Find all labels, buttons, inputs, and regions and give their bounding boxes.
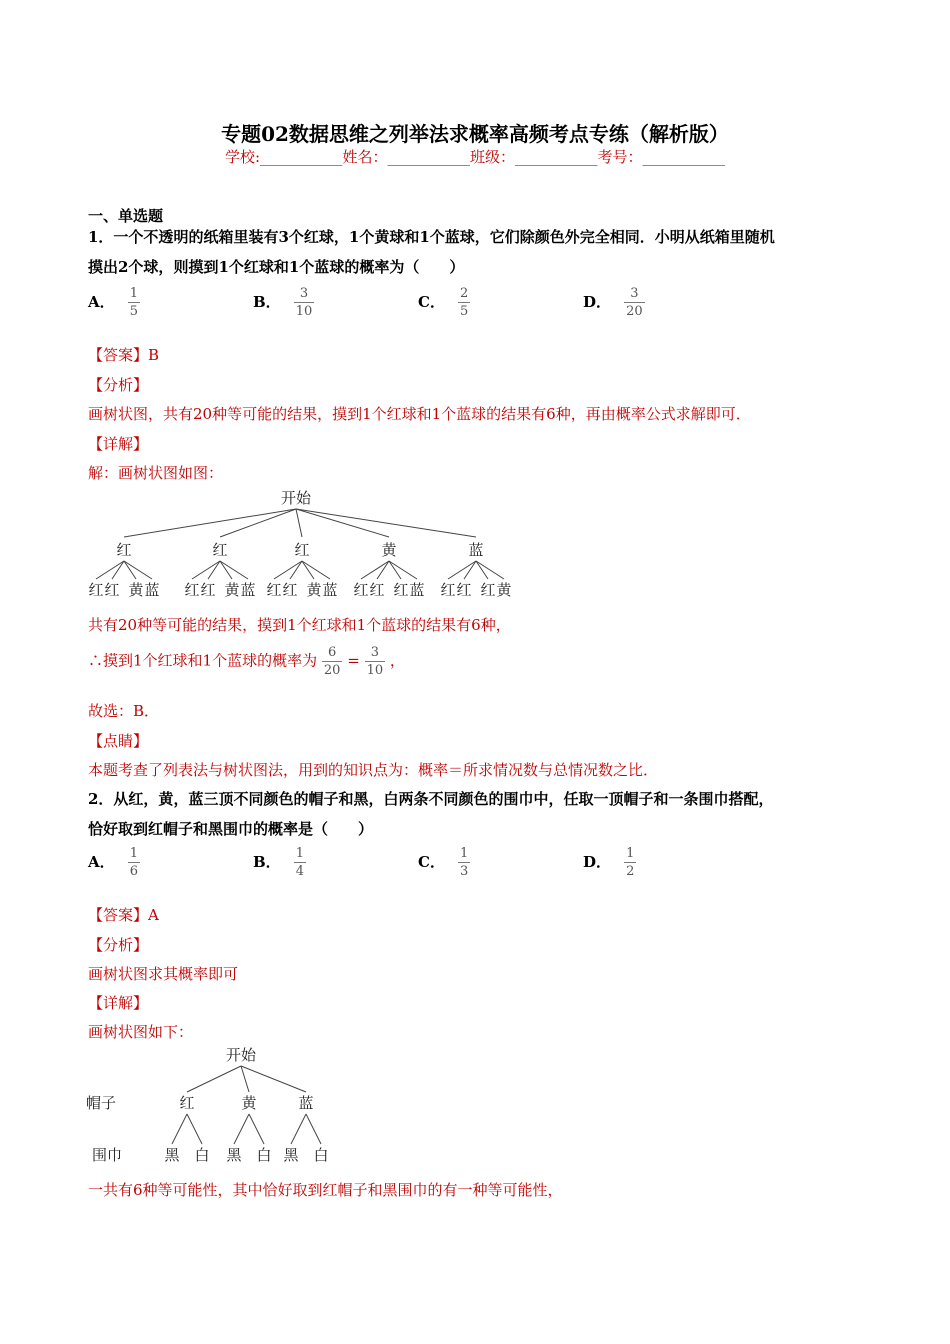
- tree-leaf: 白: [194, 1146, 210, 1164]
- tree-leaf: 红: [440, 581, 456, 599]
- tree-branch: [291, 1114, 306, 1144]
- tree-branch: [274, 561, 302, 579]
- tree-root: 开始: [280, 489, 312, 507]
- tree-leaf: 红: [104, 581, 120, 599]
- tree-branch: [476, 561, 504, 579]
- option-label: C．: [418, 293, 445, 311]
- scarf-row-label: 围巾: [92, 1146, 123, 1164]
- tree-leaf: 蓝: [144, 581, 160, 599]
- tree-leaf: 白: [313, 1146, 329, 1164]
- option-label: A．: [88, 293, 115, 311]
- tree-branch: [234, 1114, 249, 1144]
- q1-tree-diagram: [80, 485, 540, 605]
- q2-stem-line2: 恰好取到红帽子和黑围巾的概率是（ ）: [88, 820, 374, 838]
- q2-option-c: [418, 846, 470, 879]
- fraction: $\frac{1}{6}$: [129, 846, 139, 879]
- fraction: $\frac{3}{10}$: [295, 286, 313, 319]
- q2-tree-diagram: [80, 1042, 360, 1172]
- tree-leaf: 黄: [496, 581, 512, 599]
- tree-branch: [124, 509, 296, 537]
- fraction: $\frac{1}{5}$: [129, 286, 139, 319]
- q2-option-b: [253, 846, 306, 879]
- tree-branch: [448, 561, 476, 579]
- section-heading: 一、单选题: [88, 207, 164, 225]
- q1-option-d: [583, 286, 645, 319]
- tree-leaf: 红: [393, 581, 409, 599]
- tree-branch: [192, 561, 220, 579]
- q1-stem-line2: 摸出2个球，则摸到1个红球和1个蓝球的概率为（ ）: [88, 258, 465, 276]
- tree-branch: [476, 561, 488, 579]
- tree-leaf: 红: [200, 581, 216, 599]
- tree-leaf: 黑: [226, 1146, 242, 1164]
- tree-branch: [187, 1114, 202, 1144]
- fraction: $\frac{3}{10}$: [366, 645, 384, 678]
- fraction: $\frac{1}{3}$: [460, 846, 469, 879]
- q2-detail-intro: 画树状图如下：: [88, 1023, 194, 1041]
- option-label: C．: [418, 853, 445, 871]
- tree-branch: [187, 1066, 241, 1092]
- tree-branch: [208, 561, 220, 579]
- q1-option-a: [88, 286, 140, 319]
- tree-branch: [220, 561, 232, 579]
- option-label: D．: [583, 293, 612, 311]
- tree-leaf: 红: [282, 581, 298, 599]
- tree-leaf: 红: [480, 581, 496, 599]
- tree-node-level1: 红: [212, 541, 228, 559]
- option-label: B．: [253, 853, 281, 871]
- tree-branch: [249, 1114, 264, 1144]
- q1-choose: 故选：B．: [88, 702, 160, 720]
- q1-detail-intro: 解：画树状图如图：: [88, 464, 224, 482]
- tree-branch: [302, 561, 314, 579]
- q2-analysis: 画树状图求其概率即可: [88, 965, 239, 983]
- tree-root: 开始: [225, 1046, 257, 1064]
- page-title: 专题02数据思维之列举法求概率高频考点专练（解析版）: [221, 122, 729, 146]
- option-label: A．: [88, 853, 115, 871]
- tree-node-level1: 红: [116, 541, 132, 559]
- tree-node-level1: 蓝: [468, 541, 484, 559]
- tree-leaf: 黄: [224, 581, 240, 599]
- q1-detail-heading: 【详解】: [88, 435, 149, 453]
- tree-node-level1: 黄: [381, 541, 397, 559]
- q2-stem-line1: 2．从红，黄，蓝三顶不同颜色的帽子和黑，白两条不同颜色的围巾中，任取一顶帽子和一条围巾搭配，: [88, 790, 774, 808]
- tree-leaf: 红: [353, 581, 369, 599]
- fraction: $\frac{1}{4}$: [295, 846, 305, 879]
- tree-branch: [296, 509, 389, 537]
- tree-branch: [220, 509, 296, 537]
- tree-leaf: 黑: [283, 1146, 299, 1164]
- q2-result: 一共有6种等可能性，其中恰好取到红帽子和黑围巾的有一种等可能性，: [88, 1181, 563, 1199]
- tree-leaf: 红: [456, 581, 472, 599]
- tree-branch: [220, 561, 248, 579]
- tree-leaf: 蓝: [322, 581, 338, 599]
- q2-answer: 【答案】A: [88, 906, 159, 924]
- option-label: B．: [253, 293, 281, 311]
- fraction: $\frac{6}{20}$: [323, 645, 341, 678]
- tree-branch: [96, 561, 124, 579]
- tree-branch: [124, 561, 152, 579]
- q1-option-c: [418, 286, 470, 319]
- comma: ，: [389, 651, 405, 670]
- q1-probability-line: [88, 645, 405, 678]
- tree-leaf: 红: [369, 581, 385, 599]
- q2-detail-heading: 【详解】: [88, 994, 149, 1012]
- tree-node-level1: 黄: [241, 1094, 257, 1112]
- q2-analysis-heading: 【分析】: [88, 936, 149, 954]
- tree-leaf: 红: [266, 581, 282, 599]
- tree-branch: [296, 509, 476, 537]
- tree-branch: [124, 561, 136, 579]
- tree-node-level1: 红: [294, 541, 310, 559]
- tree-leaf: 白: [256, 1146, 272, 1164]
- tree-branch: [389, 561, 401, 579]
- q1-answer: 【答案】B: [88, 346, 160, 364]
- q1-result: 共有20种等可能的结果，摸到1个红球和1个蓝球的结果有6种，: [88, 616, 511, 634]
- q1-option-b: [253, 286, 314, 319]
- q2-option-d: [583, 846, 636, 879]
- fraction: $\frac{2}{5}$: [460, 286, 469, 319]
- tree-branch: [241, 1066, 249, 1092]
- q2-option-a: [88, 846, 140, 879]
- prob-text: ∴摸到1个红球和1个蓝球的概率为: [88, 651, 318, 670]
- tree-branch: [290, 561, 302, 579]
- tree-branch: [296, 509, 302, 537]
- tree-leaf: 蓝: [409, 581, 425, 599]
- tree-branch: [389, 561, 417, 579]
- q1-analysis: 画树状图，共有20种等可能的结果，摸到1个红球和1个蓝球的结果有6种，再由概率公式求解即可．: [88, 405, 751, 423]
- tree-branch: [172, 1114, 187, 1144]
- tree-leaf: 蓝: [240, 581, 256, 599]
- tree-node-level1: 蓝: [298, 1094, 314, 1112]
- option-label: D．: [583, 853, 612, 871]
- tree-leaf: 黄: [128, 581, 144, 599]
- q1-analysis-heading: 【分析】: [88, 376, 149, 394]
- tree-leaf: 黑: [164, 1146, 180, 1164]
- tree-branch: [361, 561, 389, 579]
- q1-comment-heading: 【点睛】: [88, 732, 149, 750]
- tree-leaf: 黄: [306, 581, 322, 599]
- equals-sign: =: [347, 651, 360, 670]
- tree-branch: [112, 561, 124, 579]
- tree-branch: [241, 1066, 306, 1092]
- hat-row-label: 帽子: [86, 1094, 117, 1112]
- student-info-line: 学校:___________姓名：___________班级：___________考号：___________: [224, 148, 726, 166]
- q1-stem-line1: 1．一个不透明的纸箱里装有3个红球，1个黄球和1个蓝球，它们除颜色外完全相同．小明从纸箱里随机: [88, 228, 775, 246]
- tree-branch: [302, 561, 330, 579]
- tree-branch: [464, 561, 476, 579]
- fraction: $\frac{3}{20}$: [626, 286, 643, 319]
- tree-node-level1: 红: [179, 1094, 195, 1112]
- tree-branch: [377, 561, 389, 579]
- tree-leaf: 红: [88, 581, 104, 599]
- tree-leaf: 红: [184, 581, 200, 599]
- fraction: $\frac{1}{2}$: [626, 846, 635, 879]
- q1-comment: 本题考查了列表法与树状图法，用到的知识点为：概率＝所求情况数与总情况数之比．: [88, 761, 659, 779]
- tree-branch: [306, 1114, 321, 1144]
